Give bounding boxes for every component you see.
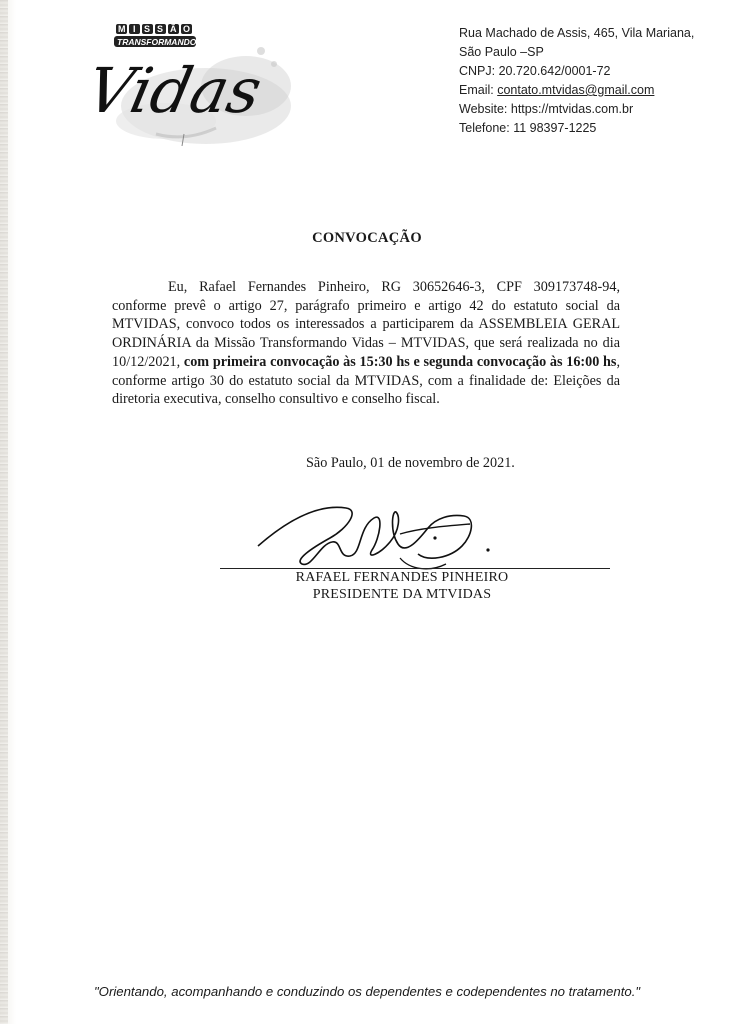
email-line xyxy=(459,81,719,100)
phone: Telefone: 11 98397-1225 xyxy=(459,121,597,135)
place-date: São Paulo, 01 de novembro de 2021. xyxy=(306,455,515,471)
svg-text:O: O xyxy=(183,24,191,34)
handwritten-signature xyxy=(250,498,500,578)
footer-quote: "Orientando, acompanhando e conduzindo os dependentes e codependentes no tratamento." xyxy=(94,984,641,999)
body-text-part2: , conforme artigo 30 do estatuto social da MTVIDAS, com a finalidade de: Eleições da diretoria executiva, conselho consultivo e conselho fiscal. xyxy=(112,353,621,408)
svg-text:Vidas: Vidas xyxy=(96,54,268,127)
body-text-bold: com primeira convocação às 15:30 hs e segunda convocação às 16:00 hs xyxy=(183,353,617,370)
address-line-1: Rua Machado de Assis, 465, Vila Mariana, xyxy=(459,26,695,40)
scan-edge xyxy=(0,0,8,1024)
svg-text:I: I xyxy=(133,24,136,34)
svg-text:Ã: Ã xyxy=(170,24,177,34)
svg-text:S: S xyxy=(157,24,164,34)
body-paragraph xyxy=(112,278,620,409)
body-text-part1: Eu, Rafael Fernandes Pinheiro, RG 30652646-3, CPF 309173748-94, conforme prevê o artigo 27, parágrafo primeiro e artigo 42 do estatuto social da MTVIDAS, convoco todos os interessados a participarem da ASSEMBLEIA GERAL ORDINÁRIA da Missão Transformando Vidas – MTVIDAS, que será realizada no dia 10/12/2021, xyxy=(112,279,620,370)
document-title: CONVOCAÇÃO xyxy=(312,230,422,246)
mtvidas-logo xyxy=(96,16,296,146)
logo-graphic xyxy=(96,16,296,146)
svg-text:S: S xyxy=(144,24,151,34)
cnpj: CNPJ: 20.720.642/0001-72 xyxy=(459,64,611,78)
svg-text:M: M xyxy=(118,24,126,34)
signer-name: RAFAEL FERNANDES PINHEIRO xyxy=(295,570,509,585)
email-label: Email: xyxy=(459,83,498,97)
address-line-2: São Paulo –SP xyxy=(459,45,544,59)
signature-line xyxy=(220,568,610,569)
header-contact-block xyxy=(459,24,719,138)
website: Website: https://mtvidas.com.br xyxy=(459,102,634,116)
svg-text:TRANSFORMANDO: TRANSFORMANDO xyxy=(117,37,197,47)
signer-role: PRESIDENTE DA MTVIDAS xyxy=(312,587,492,602)
email-link[interactable]: contato.mtvidas@gmail.com xyxy=(497,83,655,97)
